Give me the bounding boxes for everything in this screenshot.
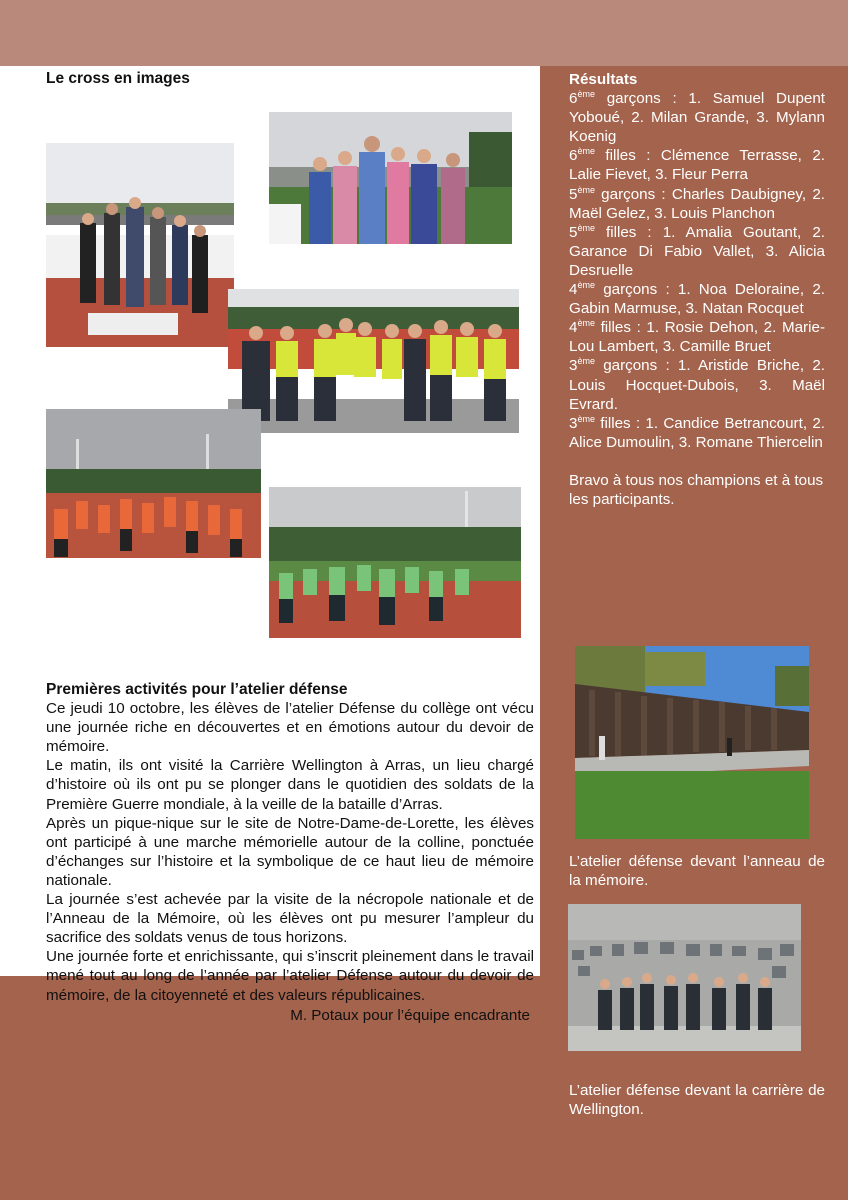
caption-wellington: L’atelier défense devant la carrière de Wellington. xyxy=(569,1082,825,1119)
header-band xyxy=(0,0,848,66)
result-item: 4ème garçons : 1. Noa Deloraine, 2. Gabin Marmuse, 3. Natan Rocquet xyxy=(569,280,825,318)
result-item: 4ème filles : 1. Rosie Dehon, 2. Marie-Lou Lambert, 3. Camille Bruet xyxy=(569,318,825,356)
photo-anneau-memoire xyxy=(575,646,809,839)
section-title-cross: Le cross en images xyxy=(46,70,190,87)
article-atelier-defense xyxy=(46,680,534,1025)
photo-runners-race xyxy=(269,487,521,638)
photo-podium xyxy=(46,143,234,347)
result-item: 6ème garçons : 1. Samuel Dupent Yoboué, 2. Milan Grande, 3. Mylann Koenig xyxy=(569,89,825,146)
results-title: Résultats xyxy=(569,71,638,88)
article-paragraph: Le matin, ils ont visité la Carrière Wellington à Arras, un lieu chargé d’histoire où ils ont pu se plonger dans le quotidien des soldats de la Première Guerre mondiale, à la veille de la bataille d’Arras. xyxy=(46,757,534,813)
photo-wellington xyxy=(568,904,801,1051)
result-item: 3ème garçons : 1. Aristide Briche, 2. Louis Hocquet-Dubois, 3. Maël Evrard. xyxy=(569,356,825,413)
article-paragraph: Une journée forte et enrichissante, qui s’inscrit pleinement dans le travail mené tout au long de l’année par l’atelier Défense autour du devoir de mémoire, de la citoyenneté et des valeurs républicaines. xyxy=(46,948,534,1004)
result-item: 5ème garçons : Charles Daubigney, 2. Maël Gelez, 3. Louis Planchon xyxy=(569,184,825,222)
photo-volunteers xyxy=(228,289,519,433)
caption-anneau: L’atelier défense devant l’anneau de la mémoire. xyxy=(569,853,825,890)
article-paragraph: La journée s’est achevée par la visite de la nécropole nationale et de l’Anneau de la Mémoire, où les élèves ont pu mesurer l’ampleur du sacrifice des soldats venus de tous horizons. xyxy=(46,891,534,947)
result-item: 3ème filles : 1. Candice Betrancourt, 2. Alice Dumoulin, 3. Romane Thiercelin xyxy=(569,413,825,451)
article-paragraph: Ce jeudi 10 octobre, les élèves de l’atelier Défense du collège ont vécu une journée riche en découvertes et en émotions autour du devoir de mémoire. xyxy=(46,700,534,756)
article-title: Premières activités pour l’atelier défense xyxy=(46,681,348,698)
result-item: 6ème filles : Clémence Terrasse, 2. Lalie Fievet, 3. Fleur Perra xyxy=(569,146,825,184)
article-signature: M. Potaux pour l’équipe encadrante xyxy=(290,1006,530,1024)
photo-group-six xyxy=(269,112,512,244)
result-item: 5ème filles : 1. Amalia Goutant, 2. Garance Di Fabio Vallet, 3. Alicia Desruelle xyxy=(569,222,825,279)
photo-runners-start xyxy=(46,409,261,558)
article-paragraph: Après un pique-nique sur le site de Notre-Dame-de-Lorette, les élèves ont participé à une marche mémorielle autour de la colline, ponctuée d’échanges sur l’histoire et la symbolique de ce haut lieu de mémoire nationale. xyxy=(46,814,534,889)
results-block xyxy=(569,70,825,509)
results-closing: Bravo à tous nos champions et à tous les participants. xyxy=(569,471,824,508)
